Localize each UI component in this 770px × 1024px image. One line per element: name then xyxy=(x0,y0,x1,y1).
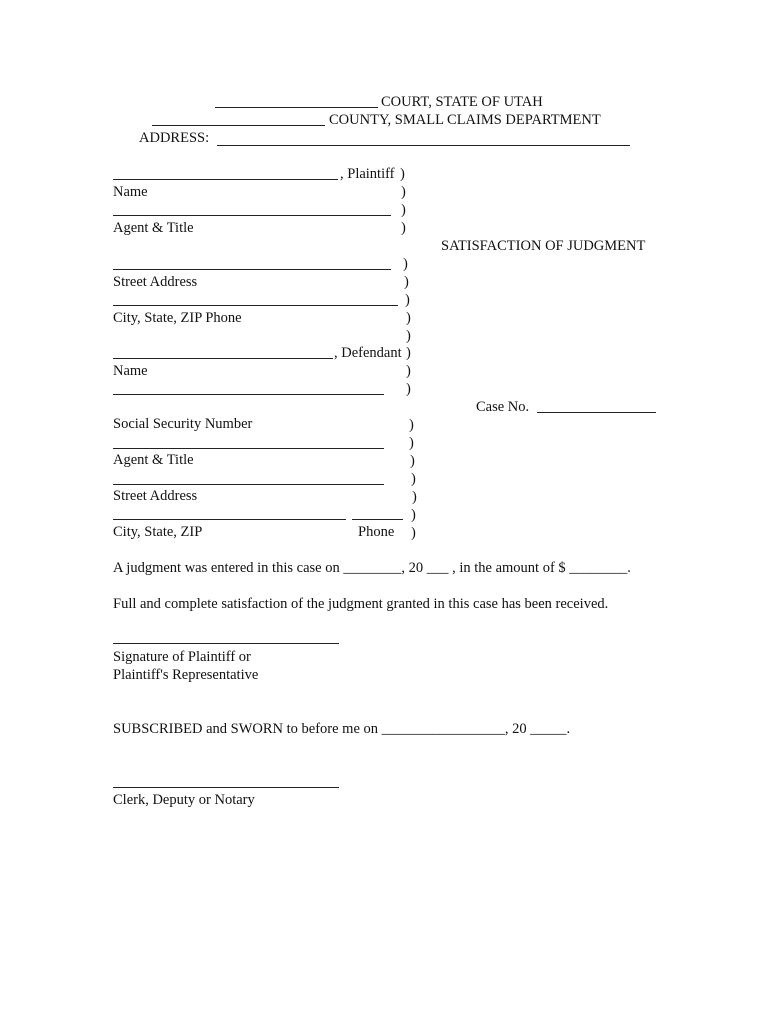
caption-paren: ) xyxy=(411,507,416,523)
caption-paren: ) xyxy=(405,292,410,308)
caption-paren: ) xyxy=(406,328,411,344)
plaintiff-agent-label: Agent & Title xyxy=(113,220,194,236)
caption-paren: ) xyxy=(401,202,406,218)
defendant-city-field[interactable] xyxy=(113,519,346,520)
caption-paren: ) xyxy=(411,525,416,541)
satisfaction-statement: Full and complete satisfaction of the judgment granted in this case has been received. xyxy=(113,596,609,612)
court-address-field[interactable] xyxy=(217,145,630,146)
caption-paren: ) xyxy=(404,274,409,290)
plaintiff-agent-field[interactable] xyxy=(113,215,391,216)
plaintiff-signature-field[interactable] xyxy=(113,643,339,644)
caption-paren: ) xyxy=(403,256,408,272)
defendant-street-label: Street Address xyxy=(113,488,198,504)
defendant-phone-field[interactable] xyxy=(352,519,403,520)
plaintiff-street-label: Street Address xyxy=(113,274,198,290)
sworn-statement: SUBSCRIBED and SWORN to before me on _________________, 20 _____. xyxy=(113,721,571,737)
caption-paren: ) xyxy=(401,220,406,236)
plaintiff-city-label: City, State, ZIP Phone xyxy=(113,310,242,326)
plaintiff-city-field[interactable] xyxy=(113,305,398,306)
plaintiff-name-field[interactable] xyxy=(113,179,338,180)
plaintiff-street-field[interactable] xyxy=(113,269,391,270)
defendant-name-field[interactable] xyxy=(113,358,333,359)
county-name-field[interactable] xyxy=(152,125,325,126)
caption-paren: ) xyxy=(406,363,411,379)
clerk-signature-field[interactable] xyxy=(113,787,339,788)
defendant-name-label: Name xyxy=(113,363,148,379)
defendant-ssn-field[interactable] xyxy=(113,394,384,395)
case-number-field[interactable] xyxy=(537,412,656,413)
defendant-ssn-label: Social Security Number xyxy=(113,416,253,432)
caption-paren: ) xyxy=(401,184,406,200)
clerk-label: Clerk, Deputy or Notary xyxy=(113,792,255,808)
defendant-phone-label: Phone xyxy=(358,524,395,540)
court-header: COURT, STATE OF UTAH xyxy=(381,94,543,110)
plaintiff-name-label: Name xyxy=(113,184,148,200)
defendant-agent-field[interactable] xyxy=(113,448,384,449)
document-title: SATISFACTION OF JUDGMENT xyxy=(441,238,646,254)
caption-paren: ) xyxy=(409,417,414,433)
plaintiff-role-label: , Plaintiff xyxy=(340,166,395,182)
court-name-field[interactable] xyxy=(215,107,378,108)
caption-paren: ) xyxy=(406,381,411,397)
address-label: ADDRESS: xyxy=(139,130,210,146)
defendant-agent-label: Agent & Title xyxy=(113,452,194,468)
defendant-street-field[interactable] xyxy=(113,484,384,485)
county-header: COUNTY, SMALL CLAIMS DEPARTMENT xyxy=(329,112,601,128)
caption-paren: ) xyxy=(409,435,414,451)
case-number-label: Case No. xyxy=(476,399,530,415)
caption-paren: ) xyxy=(400,166,405,182)
signature-label-line2: Plaintiff's Representative xyxy=(113,667,259,683)
defendant-city-label: City, State, ZIP xyxy=(113,524,203,540)
caption-paren: ) xyxy=(406,345,411,361)
caption-paren: ) xyxy=(406,310,411,326)
caption-paren: ) xyxy=(410,453,415,469)
caption-paren: ) xyxy=(412,489,417,505)
signature-label-line1: Signature of Plaintiff or xyxy=(113,649,251,665)
judgment-statement: A judgment was entered in this case on ________, 20 ___ , in the amount of $ ________. xyxy=(113,560,631,576)
defendant-role-label: , Defendant xyxy=(334,345,402,361)
caption-paren: ) xyxy=(411,471,416,487)
